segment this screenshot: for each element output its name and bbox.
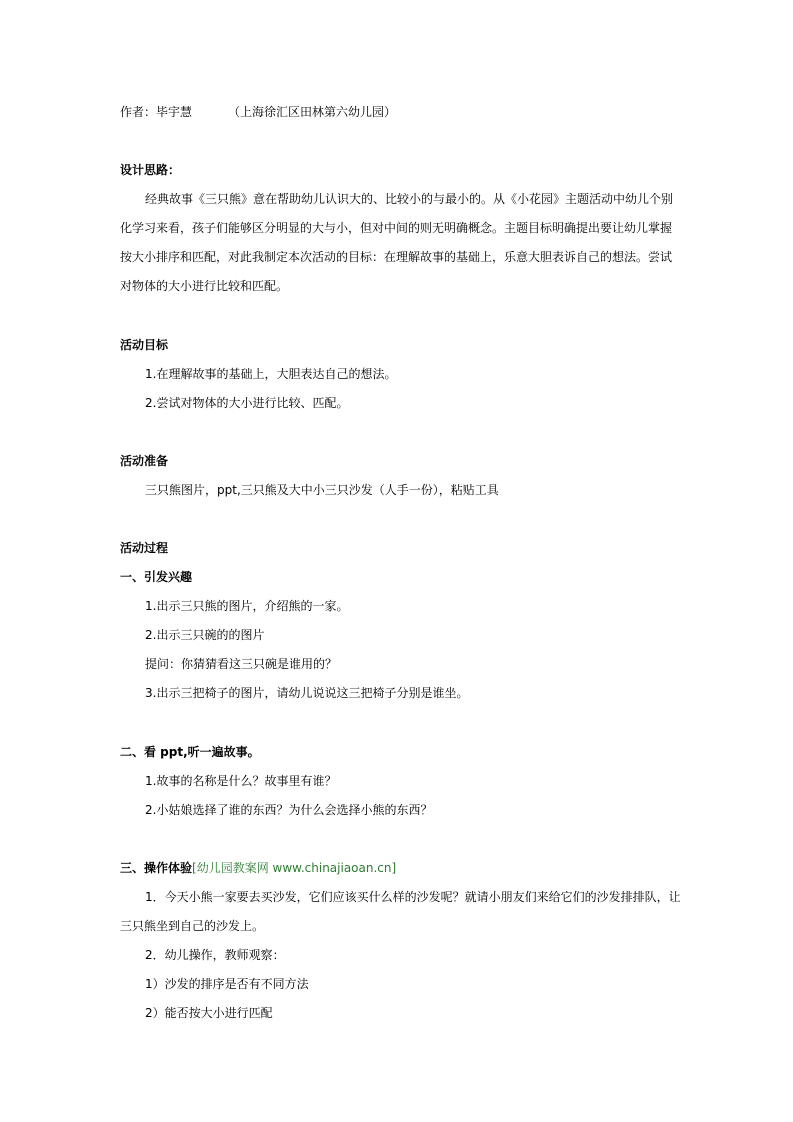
goal-item: 1.在理解故事的基础上，大胆表达自己的想法。: [145, 367, 397, 381]
author-org: （上海徐汇区田林第六幼儿园）: [228, 105, 397, 119]
goals-heading: 活动目标: [120, 338, 169, 352]
design-heading: 设计思路：: [120, 163, 181, 177]
part2-item: 2.小姑娘选择了谁的东西？为什么会选择小熊的东西？: [145, 803, 433, 817]
author-name: 作者：毕宇慧: [120, 105, 193, 119]
design-paragraph-line: 对物体的大小进行比较和匹配。: [120, 279, 289, 293]
author-line: [120, 104, 396, 120]
process-heading: 活动过程: [120, 541, 169, 555]
design-paragraph-line: 按大小排序和匹配，对此我制定本次活动的目标：在理解故事的基础上，乐意大胆表诉自己的想法。尝试: [120, 250, 673, 264]
part1-item: 3.出示三把椅子的图片，请幼儿说说这三把椅子分别是谁坐。: [145, 686, 469, 700]
part2-item: 1.故事的名称是什么？故事里有谁？: [145, 774, 337, 788]
part3-heading-line: [120, 860, 396, 876]
part3-item: 三只熊坐到自己的沙发上。: [120, 919, 265, 933]
part1-item: 提问：你猜猜看这三只碗是谁用的？: [145, 657, 338, 671]
prep-heading: 活动准备: [120, 454, 169, 468]
design-paragraph-line: 化学习来看，孩子们能够区分明显的大与小，但对中间的则无明确概念。主题目标明确提出要让幼儿掌握: [120, 221, 673, 235]
design-paragraph-line: 经典故事《三只熊》意在帮助幼儿认识大的、比较小的与最小的。从《小花园》主题活动中幼儿个别: [145, 192, 674, 206]
part1-item: 2.出示三只碗的的图片: [145, 628, 265, 642]
part3-item: 2．幼儿操作，教师观察：: [145, 948, 285, 962]
site-link[interactable]: [幼儿园教案网 www.chinajiaoan.cn]: [192, 861, 397, 875]
part3-item: 1．今天小熊一家要去买沙发，它们应该买什么样的沙发呢？就请小朋友们来给它们的沙发排排队，让: [145, 890, 681, 904]
part3-item: 2）能否按大小进行匹配: [145, 1006, 273, 1020]
prep-text: 三只熊图片，ppt,三只熊及大中小三只沙发（人手一份），粘贴工具: [145, 483, 499, 497]
goal-item: 2.尝试对物体的大小进行比较、匹配。: [145, 396, 349, 410]
part1-item: 1.出示三只熊的图片，介绍熊的一家。: [145, 599, 349, 613]
part3-heading: 三、操作体验: [120, 861, 193, 875]
part1-heading: 一、引发兴趣: [120, 570, 193, 584]
part3-item: 1）沙发的排序是否有不同方法: [145, 977, 309, 991]
part2-heading: 二、看 ppt,听一遍故事。: [120, 745, 260, 759]
